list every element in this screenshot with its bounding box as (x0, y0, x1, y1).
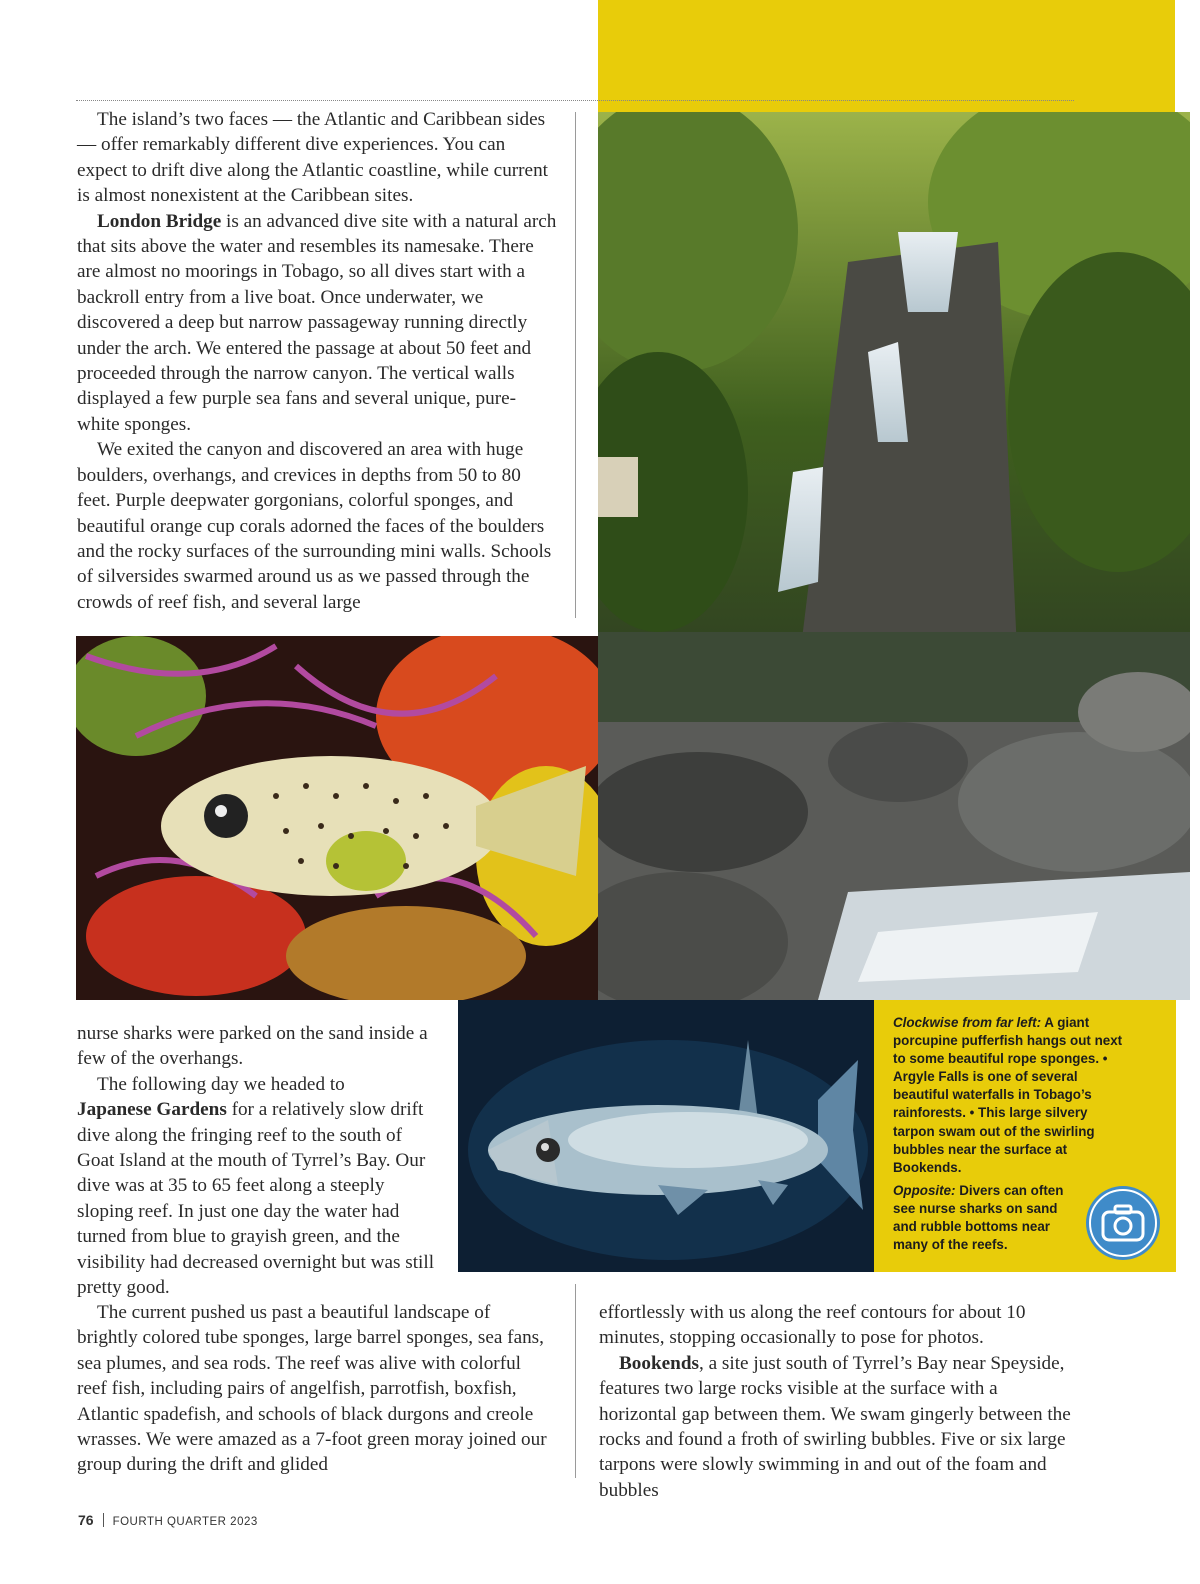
caption-lead-2: Opposite: (893, 1182, 956, 1198)
article-paragraph (77, 437, 557, 615)
issue-label: FOURTH QUARTER 2023 (112, 1516, 258, 1528)
dive-site-name: London Bridge (97, 210, 222, 232)
paragraph-text: The following day we headed to (97, 1073, 345, 1095)
paragraph-text: for a relatively slow drift dive along the fringing reef to the south of Goat Island at the mouth of Tyrrel’s Bay. Our dive was at 35 to 65 feet along a steeply sloping reef. In just one day the water had turned from blue to grayish green, and the visibility had decreased overnight but was still pretty good. (77, 1099, 435, 1299)
dive-site-name: Japanese Gardens (77, 1099, 227, 1121)
caption-body-1: A giant porcupine pufferfish hangs out next to some beautiful rope sponges. • Argyle Falls is one of several beautiful waterfalls in Tobago’s rainforests. • This large silvery tarpon swam out of the swirling bubbles near the surface at Bookends. (893, 1015, 1123, 1175)
article-paragraph (77, 1021, 437, 1072)
article-paragraph (77, 1097, 437, 1300)
pufferfish-photo (76, 636, 598, 1000)
caption-paragraph-1 (893, 1014, 1162, 1177)
page-number: 76 (78, 1512, 94, 1528)
paragraph-text: nurse sharks were parked on the sand inside a few of the overhangs. (77, 1023, 428, 1070)
article-column-1-middle (77, 1021, 437, 1300)
camera-icon (1085, 1185, 1161, 1261)
column-divider-bottom (575, 1284, 576, 1478)
paragraph-text: , a site just south of Tyrrel’s Bay near Speyside, features two large rocks visible at the surface with a horizontal gap between them. We swam gingerly between the rocks and found a froth of swirling bubbles. Five or six large tarpons were slowly swimming in and out of the foam and bubbles (599, 1352, 1071, 1501)
waterfall-photo (598, 112, 1190, 1000)
article-paragraph (77, 107, 557, 209)
paragraph-text: The island’s two faces — the Atlantic and Caribbean sides — offer remarkably different dive experiences. You can expect to drift dive along the Atlantic coastline, while current is almost nonexistent at the Caribbean sites. (77, 109, 549, 207)
article-paragraph (599, 1351, 1079, 1503)
paragraph-text: is an advanced dive site with a natural arch that sits above the water and resembles its namesake. There are almost no moorings in Tobago, so all dives start with a backroll entry from a live boat. Once underwater, we discovered a deep but narrow passageway running directly under the arch. We entered the passage at about 50 feet and proceeded through the narrow canyon. The vertical walls displayed a few purple sea fans and several unique, pure-white sponges. (77, 210, 557, 435)
article-column-1-top (77, 107, 557, 615)
page-footer (78, 1512, 258, 1528)
footer-separator (103, 1513, 104, 1527)
article-paragraph (77, 209, 557, 438)
caption-body-2: Divers can often see nurse sharks on sand and rubble bottoms near many of the reefs. (893, 1182, 1064, 1253)
dotted-divider (76, 100, 1074, 101)
article-column-2-bottom (599, 1300, 1079, 1503)
paragraph-text: We exited the canyon and discovered an area with huge boulders, overhangs, and crevices in depths from 50 to 80 feet. Purple deepwater gorgonians, colorful sponges, and beautiful orange cup corals adorned the faces of the boulders and the rocky surfaces of the surrounding mini walls. Schools of silversides swarmed around us as we passed through the crowds of reef fish, and several large (77, 439, 552, 613)
column-divider-top (575, 112, 576, 618)
article-paragraph (599, 1300, 1079, 1351)
yellow-accent-bar (598, 0, 1175, 112)
article-paragraph (77, 1300, 547, 1478)
dive-site-name: Bookends (619, 1352, 699, 1374)
article-column-1-bottom (77, 1300, 547, 1478)
article-paragraph (77, 1072, 437, 1097)
paragraph-text: effortlessly with us along the reef contours for about 10 minutes, stopping occasionally to pose for photos. (599, 1302, 1026, 1349)
tarpon-photo (458, 1000, 874, 1272)
paragraph-text: The current pushed us past a beautiful landscape of brightly colored tube sponges, large barrel sponges, sea fans, sea plumes, and sea rods. The reef was alive with colorful reef fish, including pairs of angelfish, parrotfish, boxfish, Atlantic spadefish, and schools of black durgons and creole wrasses. We were amazed as a 7-foot green moray joined our group during the drift and glided (77, 1302, 547, 1476)
caption-lead-1: Clockwise from far left: (893, 1015, 1042, 1030)
